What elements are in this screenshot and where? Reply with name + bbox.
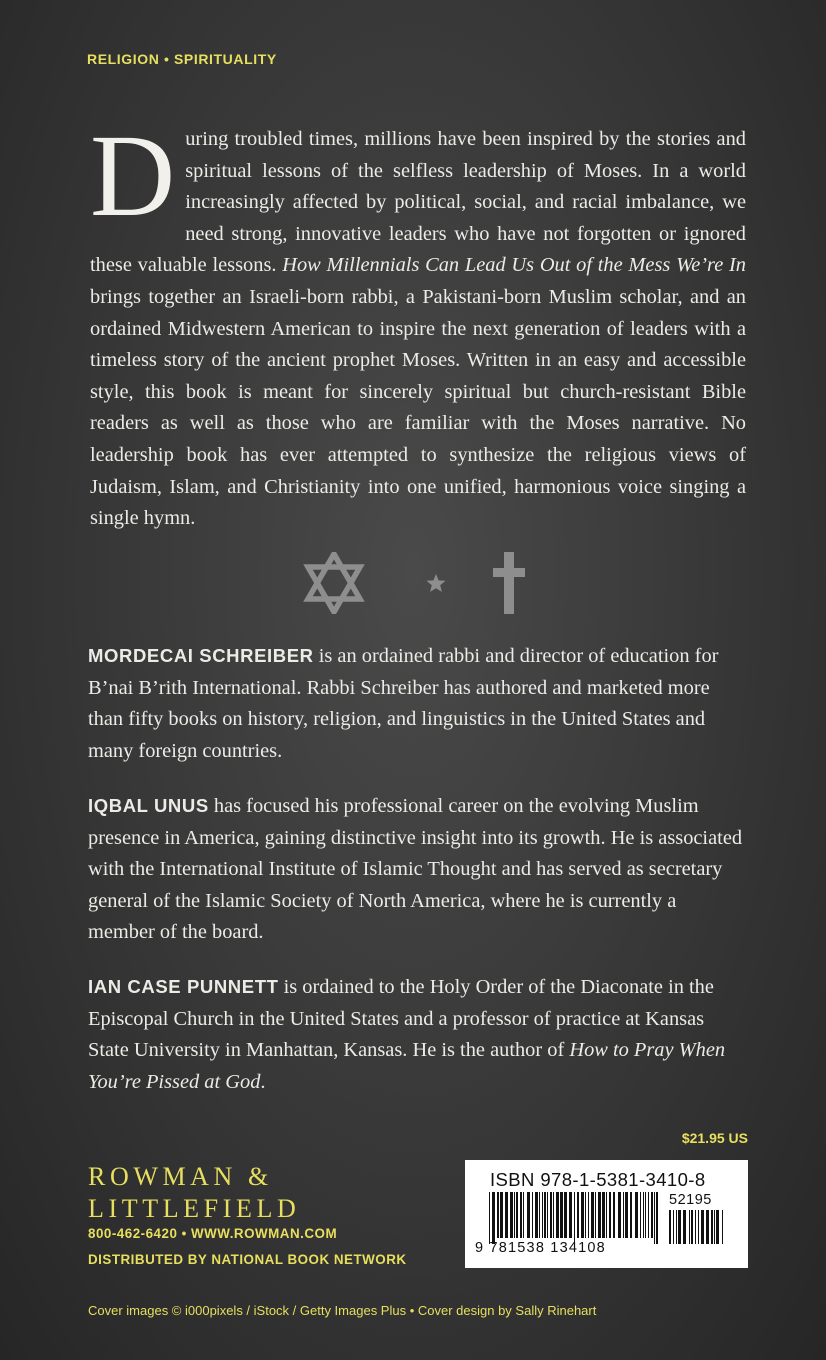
barcode-bar <box>574 1192 575 1244</box>
barcode-bar <box>510 1192 513 1238</box>
barcode-bar <box>623 1192 624 1238</box>
barcode-bar <box>643 1192 644 1238</box>
barcode-bar <box>689 1210 690 1244</box>
description-part-2: brings together an Israeli-born rabbi, a Pakistani-born Muslim scholar, and an ordained Midwestern American to inspire the next generation of leaders with a timeless story of the ancient prophet Moses. Written in an easy and accessible style, this book is meant for sincerely spiritual but church-resistant Bible readers as well as those who are familiar with the Moses narrative. No leadership book has ever attempted to synthesize the religious views of Judaism, Islam, and Christianity into one unified, harmonious voice singing a single hymn. <box>90 285 746 530</box>
barcode-bar <box>695 1210 696 1244</box>
barcode-bar <box>569 1192 572 1238</box>
barcode-bar <box>497 1192 499 1238</box>
faith-symbols <box>300 552 530 614</box>
barcode-bar <box>711 1210 713 1244</box>
author-bio-end: . <box>260 1070 266 1093</box>
barcode-bar <box>645 1192 646 1238</box>
barcode-bar <box>691 1210 693 1244</box>
barcode-bar <box>609 1192 611 1238</box>
isbn-label: ISBN 978-1-5381-3410-8 <box>490 1169 706 1190</box>
star-of-david-icon <box>308 554 360 612</box>
barcode-bar <box>706 1210 709 1244</box>
barcode-bar <box>678 1210 681 1244</box>
barcode-bar <box>588 1192 589 1238</box>
barcode-bar <box>669 1210 671 1244</box>
author-bio-text: is ordained to the Holy Order of the Diaconate in the Episcopal Church in the United States and a professor of practice at Kansas State University in Manhattan, Kansas. He is the author of <box>88 976 714 1062</box>
ean-barcode-icon <box>489 1192 659 1244</box>
barcode-bar <box>523 1192 524 1238</box>
barcode-bar <box>514 1192 515 1238</box>
barcode-bar <box>544 1192 546 1238</box>
barcode-bar <box>492 1192 495 1244</box>
barcode-bar <box>698 1210 699 1244</box>
barcode-bar <box>722 1210 723 1244</box>
publisher-logo <box>88 1161 300 1225</box>
barcode-bar <box>516 1192 518 1238</box>
barcode-bar <box>716 1210 719 1244</box>
publisher-line-2: LITTLEFIELD <box>88 1194 301 1223</box>
barcode-bar <box>520 1192 522 1238</box>
barcode-bar <box>656 1192 658 1244</box>
author-bio-text: has focused his professional career on the evolving Muslim presence in America, gaining distinctive insight into its growth. He is associated with the International Institute of Islamic Thought and has served as secretary general of the Islamic Society of North America, where he is currently a member of the board. <box>88 795 743 944</box>
barcode-bar <box>505 1192 508 1238</box>
barcode-bar <box>591 1192 594 1238</box>
barcode-bar <box>598 1192 601 1238</box>
barcode-bar <box>701 1210 704 1244</box>
barcode-bar <box>618 1192 621 1238</box>
cross-icon <box>493 552 525 614</box>
price-label: $21.95 US <box>681 1130 748 1146</box>
author-bio-schreiber <box>88 640 748 767</box>
barcode-bar <box>500 1192 503 1238</box>
barcode-bar <box>527 1192 530 1238</box>
barcode-bar <box>635 1192 638 1238</box>
barcode-bar <box>606 1192 607 1238</box>
author-bio-punnett <box>88 971 748 1098</box>
cover-credits: Cover images © i000pixels / iStock / Getty Images Plus • Cover design by Sally Rinehart <box>88 1303 597 1318</box>
barcode-bar <box>577 1192 579 1238</box>
crescent-star-icon <box>408 558 446 608</box>
price-code: 52195 <box>669 1192 712 1208</box>
description-part-1: uring troubled times, millions have been inspired by the stories and spiritual lessons of the selfless leadership of Moses. In a world increasingly affected by political, social, and racial imbalance, we need strong, innovative leaders who have not forgotten or ignored these valuable lessons. <box>90 128 746 277</box>
barcode-bar <box>553 1192 554 1238</box>
barcode-bar <box>648 1192 649 1238</box>
barcode-bar <box>602 1192 605 1238</box>
barcode-bar <box>560 1192 563 1238</box>
barcode-bar <box>547 1192 548 1238</box>
barcode-box <box>465 1160 748 1268</box>
author-bio-unus <box>88 790 748 949</box>
barcode-bar <box>630 1192 632 1238</box>
barcode-bar <box>556 1192 559 1238</box>
author-book-title: How to Pray When You’re Pissed at God <box>88 1039 726 1093</box>
barcode-bar <box>535 1192 538 1238</box>
distribution-note: DISTRIBUTED BY NATIONAL BOOK NETWORK <box>88 1252 407 1267</box>
barcode-bar <box>683 1210 686 1244</box>
barcode-bar <box>550 1192 552 1238</box>
book-description <box>90 110 746 535</box>
barcode-bar <box>613 1192 615 1238</box>
barcode-bar <box>489 1192 490 1244</box>
price-barcode-icon <box>669 1210 725 1244</box>
barcode-bar <box>532 1192 533 1238</box>
author-bio-text: is an ordained rabbi and director of education for B’nai B’rith International. Rabbi Schreiber has authored and marketed more than fifty books on history, religion, and linguistics in the United States and many foreign countries. <box>88 645 719 762</box>
barcode-bar <box>564 1192 567 1238</box>
author-name: MORDECAI SCHREIBER <box>88 645 314 666</box>
barcode-bar <box>595 1192 596 1238</box>
drop-cap: D <box>90 110 176 241</box>
barcode-bar <box>654 1192 655 1244</box>
barcode-bar <box>651 1192 653 1238</box>
publisher-line-1: ROWMAN & <box>88 1162 273 1191</box>
book-title: How Millennials Can Lead Us Out of the Mess We’re In <box>282 254 746 277</box>
barcode-bar <box>714 1210 715 1244</box>
barcode-bar <box>673 1210 674 1244</box>
barcode-bar <box>640 1192 641 1238</box>
barcode-bar <box>539 1192 540 1238</box>
ean-number: 9 781538 134108 <box>475 1240 606 1256</box>
publisher-contact: 800-462-6420 • WWW.ROWMAN.COM <box>88 1226 338 1241</box>
category-label: RELIGION • SPIRITUALITY <box>87 51 277 67</box>
barcode-bar <box>581 1192 584 1238</box>
barcode-bar <box>625 1192 628 1238</box>
barcode-bar <box>676 1210 677 1244</box>
barcode-bar <box>542 1192 543 1238</box>
barcode-bar <box>585 1192 586 1238</box>
author-name: IQBAL UNUS <box>88 795 209 816</box>
author-name: IAN CASE PUNNETT <box>88 976 279 997</box>
